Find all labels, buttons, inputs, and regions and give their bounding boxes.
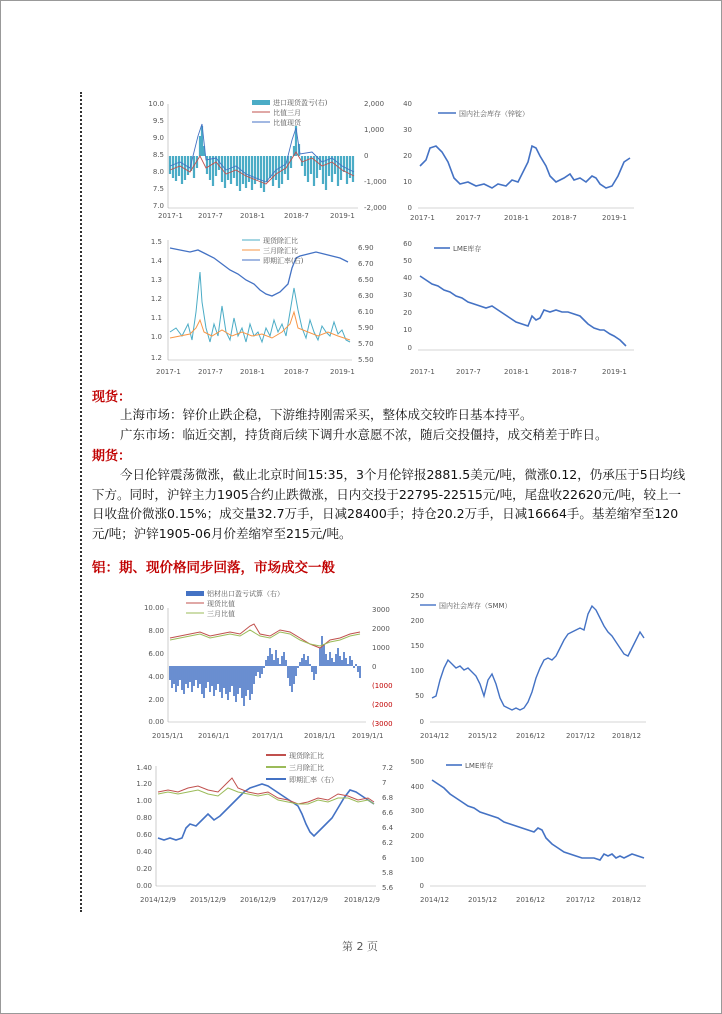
y-tick: 1.1 — [150, 314, 162, 322]
al-domestic-yaxis — [411, 592, 424, 726]
y-tick: 6.30 — [358, 292, 374, 300]
al-lme-stock-chart — [406, 752, 650, 908]
y-tick: 20 — [403, 309, 412, 317]
al-domestic-xaxis — [420, 732, 641, 740]
y-tick: 20 — [403, 152, 412, 160]
x-tick: 2018/12 — [612, 732, 642, 740]
y-tick: 500 — [410, 758, 424, 766]
x-tick: 2017/12 — [566, 896, 596, 904]
legend-label: 即期汇率(右) — [263, 257, 304, 265]
y-tick: 0.00 — [148, 718, 164, 726]
aluminum-heading: 铝：期、现价格同步回落，市场成交一般 — [92, 560, 335, 576]
legend-label: 三月比值 — [207, 610, 235, 618]
x-tick: 2019-1 — [602, 214, 627, 222]
y-tick: 6.8 — [382, 794, 394, 802]
y-tick: 40 — [403, 274, 412, 282]
al-lme-stock-svg — [406, 752, 650, 908]
x-tick: 2015/1/1 — [152, 732, 184, 740]
zinc-ratio-chart — [140, 96, 390, 224]
al-ratio-xaxis — [152, 732, 383, 740]
y-tick: 300 — [410, 807, 424, 815]
y-tick: 7 — [382, 779, 387, 787]
margin-dotted-line — [80, 92, 82, 912]
y-tick: 6.00 — [148, 650, 164, 658]
zinc-ratio-yleft — [148, 100, 164, 210]
legend-label: 铝材出口盈亏试算（右） — [207, 590, 284, 598]
y-tick: 9.5 — [152, 117, 164, 125]
x-tick: 2018-1 — [504, 368, 529, 376]
y-tick: 1.40 — [136, 764, 152, 772]
x-tick: 2018-7 — [284, 212, 309, 220]
al-fx-yleft — [136, 764, 152, 890]
y-tick: 8.5 — [152, 151, 164, 159]
x-tick: 2017-1 — [410, 368, 435, 376]
y-tick: 6.10 — [358, 308, 374, 316]
y-tick: 50 — [415, 692, 424, 700]
y-tick: 100 — [410, 856, 424, 864]
x-tick: 2014/12 — [420, 732, 450, 740]
al-domestic-legend — [420, 601, 512, 610]
y-tick: 10 — [403, 178, 412, 186]
zinc-lme-legend — [434, 244, 481, 253]
legend-label: LME库存 — [465, 762, 494, 770]
x-tick: 2018-7 — [284, 368, 309, 376]
zinc-lme-stock-chart — [398, 236, 638, 378]
y-tick: 400 — [410, 783, 424, 791]
y-tick: 5.6 — [382, 884, 394, 892]
spot-shanghai-text: 上海市场：锌价止跌企稳，下游维持刚需采买，整体成交较昨日基本持平。 — [120, 407, 533, 422]
al-fx-yright — [382, 764, 394, 892]
y-tick: 0.60 — [136, 831, 152, 839]
y-tick: 10 — [403, 326, 412, 334]
zinc-domestic-yaxis — [403, 100, 412, 212]
x-tick: 2018/12 — [612, 896, 642, 904]
legend-label: 现货除汇比 — [263, 237, 298, 245]
y-tick: 0.40 — [136, 848, 152, 856]
al-domestic-stock-line — [432, 606, 644, 710]
y-tick: 10.0 — [148, 100, 164, 108]
legend-label: 现货除汇比 — [289, 752, 324, 760]
legend-label: 国内社会库存（锌锭） — [459, 110, 529, 118]
x-tick: 2014/12/9 — [140, 896, 176, 904]
zinc-fx-yright — [358, 244, 374, 364]
zinc-lme-stock-line — [420, 276, 626, 346]
x-tick: 2016/12 — [516, 896, 546, 904]
y-tick: 6.4 — [382, 824, 394, 832]
x-tick: 2019-1 — [330, 212, 355, 220]
al-ratio-spot-line — [170, 624, 360, 648]
y-tick: 30 — [403, 126, 412, 134]
y-tick: 0 — [372, 663, 377, 671]
x-tick: 2017-7 — [456, 214, 481, 222]
zinc-lme-stock-svg — [398, 236, 638, 378]
legend-label: 国内社会库存（SMM） — [439, 602, 512, 610]
zinc-ratio-xaxis — [158, 212, 355, 220]
y-tick: 2,000 — [364, 100, 385, 108]
legend-label: 进口现货盈亏(右) — [273, 99, 328, 107]
y-tick: 5.50 — [358, 356, 374, 364]
y-tick: 50 — [403, 257, 412, 265]
al-fx-legend — [266, 751, 338, 784]
futures-text: 今日伦锌震荡微涨，截止北京时间15:35，3个月伦锌报2881.5美元/吨，微涨0.12，仍承压于5日均线下方。同时，沪锌主力1905合约止跌微涨，日内交投于22795-22515元/吨，尾盘收22620元/吨，较上一日收盘价微涨0.15%；成交量32.7万手，日减28400手；持仓20.2万手，日减16664手。基差缩窄至120元/吨；沪锌1905-06月价差缩窄至215元/吨。 — [92, 467, 686, 541]
zinc-fx-legend — [242, 236, 304, 265]
futures-heading: 期货： — [92, 449, 132, 464]
al-ratio-yleft — [144, 604, 164, 726]
spot-heading: 现货： — [92, 390, 132, 405]
x-tick: 2019/1/1 — [352, 732, 384, 740]
y-tick: 250 — [410, 592, 424, 600]
y-tick: 7.0 — [152, 202, 164, 210]
y-tick: 200 — [410, 832, 424, 840]
zinc-ratio-svg — [140, 96, 390, 224]
x-tick: 2017/12 — [566, 732, 596, 740]
x-tick: 2017-7 — [198, 368, 223, 376]
zinc-fx-ratio-svg — [140, 232, 390, 378]
zinc-fx-spot-line — [170, 272, 350, 342]
y-tick: 1.20 — [136, 780, 152, 788]
al-ratio-yright — [372, 606, 393, 728]
al-fx-ratio-chart — [126, 748, 398, 908]
y-tick: 0 — [364, 152, 369, 160]
y-tick: 6.2 — [382, 839, 394, 847]
y-tick: -2,000 — [364, 204, 387, 212]
y-tick: 1.0 — [150, 333, 162, 341]
y-tick: 2000 — [372, 625, 390, 633]
y-tick: 3000 — [372, 606, 390, 614]
y-tick: 0 — [419, 882, 424, 890]
y-tick: 6.70 — [358, 260, 374, 268]
x-tick: 2017-7 — [456, 368, 481, 376]
y-tick: 0.80 — [136, 814, 152, 822]
y-tick: 6.6 — [382, 809, 394, 817]
zinc-ratio-legend — [252, 98, 328, 127]
legend-label: 比值现货 — [273, 119, 301, 127]
y-tick: 0.20 — [136, 865, 152, 873]
al-lme-legend — [446, 761, 493, 770]
y-tick: 5.90 — [358, 324, 374, 332]
zinc-fx-yleft — [151, 238, 163, 362]
x-tick: 2019-1 — [602, 368, 627, 376]
x-tick: 2018/12/9 — [344, 896, 380, 904]
x-tick: 2014/12 — [420, 896, 450, 904]
x-tick: 2015/12/9 — [190, 896, 226, 904]
al-lme-yaxis — [411, 758, 424, 890]
zinc-lme-xaxis — [410, 368, 627, 376]
x-tick: 2017-1 — [156, 368, 181, 376]
y-tick: 1.2 — [150, 295, 162, 303]
al-lme-stock-line — [432, 780, 644, 860]
x-tick: 2019-1 — [330, 368, 355, 376]
y-tick: -1,000 — [364, 178, 387, 186]
y-tick: 30 — [403, 291, 412, 299]
y-tick: 1.00 — [136, 797, 152, 805]
x-tick: 2015/12 — [468, 732, 498, 740]
y-tick: 5.8 — [382, 869, 394, 877]
x-tick: 2017-7 — [198, 212, 223, 220]
y-tick: 4.00 — [148, 673, 164, 681]
al-ratio-legend — [186, 589, 284, 618]
x-tick: 2018-1 — [504, 214, 529, 222]
y-tick: 8.0 — [152, 168, 164, 176]
legend-label: LME库存 — [453, 245, 482, 253]
x-tick: 2018/1/1 — [304, 732, 336, 740]
al-domestic-stock-svg — [406, 588, 650, 744]
y-tick: 1.2 — [150, 354, 162, 362]
y-tick: 5.70 — [358, 340, 374, 348]
legend-label: 现货比值 — [207, 600, 235, 608]
y-tick: 10.00 — [143, 604, 164, 612]
y-tick-negative: (1000 — [372, 682, 393, 690]
y-tick: 7.5 — [152, 185, 164, 193]
y-tick: 0 — [407, 204, 412, 212]
zinc-fx-ratio-chart — [140, 232, 390, 378]
al-ratio-chart — [134, 588, 396, 744]
zinc-lme-yaxis — [403, 240, 412, 352]
x-tick: 2018-1 — [240, 368, 265, 376]
y-tick-negative: (2000 — [372, 701, 393, 709]
y-tick: 6 — [382, 854, 387, 862]
y-tick: 150 — [410, 642, 424, 650]
al-fx-spot-line — [158, 778, 374, 804]
zinc-domestic-xaxis — [410, 214, 627, 222]
zinc-ratio-yright — [364, 100, 387, 212]
y-tick: 6.90 — [358, 244, 374, 252]
x-tick: 2016/1/1 — [198, 732, 230, 740]
y-tick: 7.2 — [382, 764, 394, 772]
zinc-domestic-stock-chart — [398, 96, 638, 224]
y-tick: 0 — [407, 344, 412, 352]
legend-label: 三月除汇比 — [289, 764, 324, 772]
x-tick: 2018-7 — [552, 214, 577, 222]
x-tick: 2017/12/9 — [292, 896, 328, 904]
x-tick: 2017-1 — [158, 212, 183, 220]
y-tick: 9.0 — [152, 134, 164, 142]
page-number: 第 2 页 — [342, 940, 378, 953]
legend-label: 即期汇率（右） — [289, 776, 338, 784]
al-lme-xaxis — [420, 896, 641, 904]
al-ratio-svg — [134, 588, 396, 744]
zinc-domestic-legend — [438, 109, 529, 118]
zinc-domestic-stock-svg — [398, 96, 638, 224]
al-fx-xaxis — [140, 896, 380, 904]
y-tick: 200 — [410, 617, 424, 625]
x-tick: 2018-7 — [552, 368, 577, 376]
y-tick: 100 — [410, 667, 424, 675]
y-tick: 1.5 — [150, 238, 162, 246]
y-tick-negative: (3000 — [372, 720, 393, 728]
y-tick: 8.00 — [148, 627, 164, 635]
zinc-fx-xaxis — [156, 368, 355, 376]
y-tick: 2.00 — [148, 696, 164, 704]
al-domestic-stock-chart — [406, 588, 650, 744]
x-tick: 2017-1 — [410, 214, 435, 222]
y-tick: 1,000 — [364, 126, 385, 134]
y-tick: 0 — [419, 718, 424, 726]
y-tick: 0.00 — [136, 882, 152, 890]
y-tick: 1.3 — [150, 276, 162, 284]
al-ratio-bars — [170, 636, 360, 706]
x-tick: 2018-1 — [240, 212, 265, 220]
al-fx-ratio-svg — [126, 748, 398, 908]
zinc-fx-rate-line — [170, 248, 348, 296]
x-tick: 2016/12 — [516, 732, 546, 740]
legend-label: 三月除汇比 — [263, 247, 298, 255]
y-tick: 6.50 — [358, 276, 374, 284]
spot-guangdong-text: 广东市场：临近交割，持货商后续下调升水意愿不浓，随后交投僵持，成交稍差于昨日。 — [120, 427, 608, 442]
y-tick: 40 — [403, 100, 412, 108]
y-tick: 1000 — [372, 644, 390, 652]
x-tick: 2015/12 — [468, 896, 498, 904]
y-tick: 1.4 — [150, 257, 162, 265]
legend-label: 比值三月 — [273, 109, 301, 117]
zinc-domestic-stock-line — [420, 146, 630, 188]
x-tick: 2017/1/1 — [252, 732, 284, 740]
x-tick: 2016/12/9 — [240, 896, 276, 904]
y-tick: 60 — [403, 240, 412, 248]
